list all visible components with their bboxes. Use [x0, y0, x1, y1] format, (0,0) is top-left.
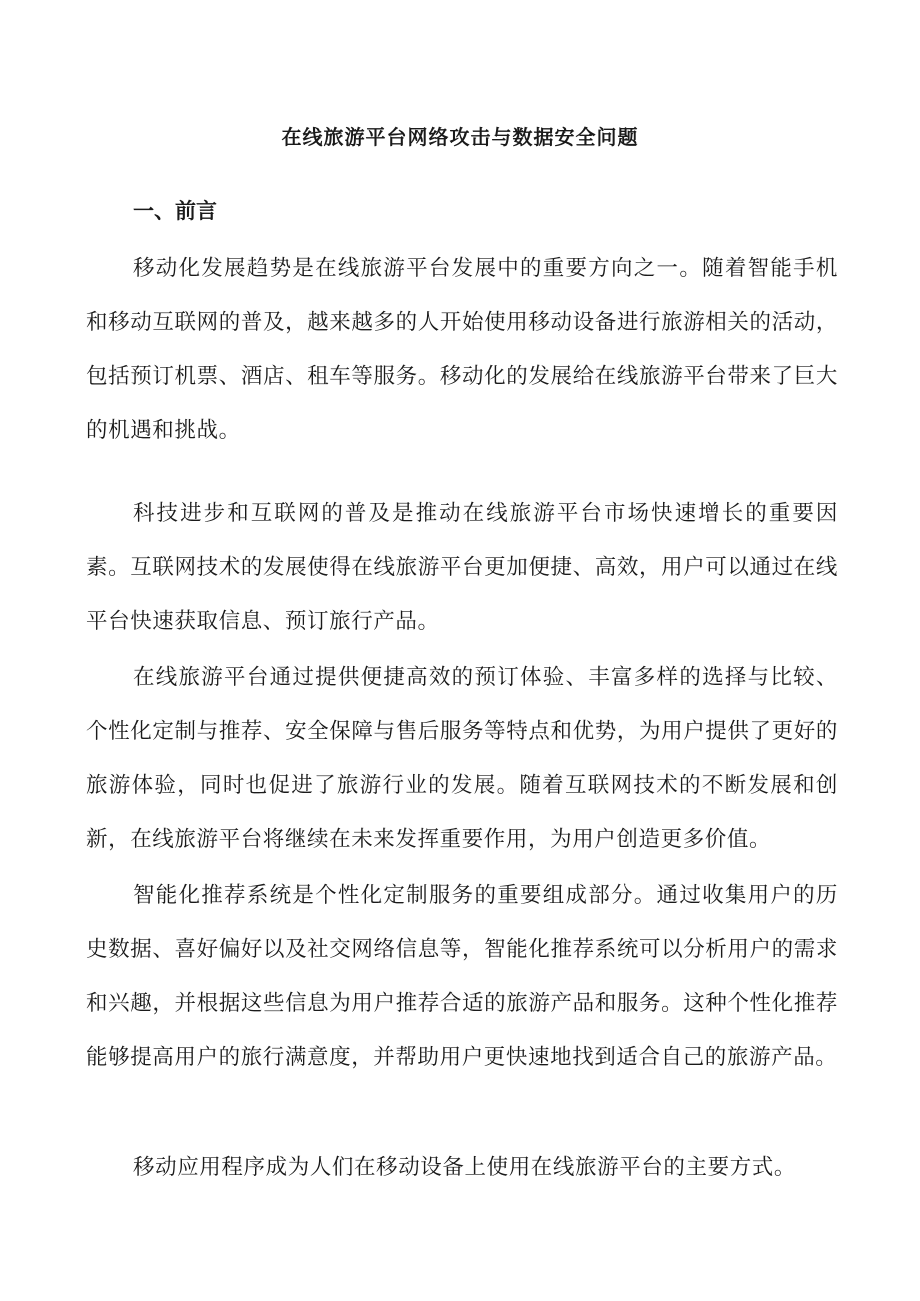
paragraph: 科技进步和互联网的普及是推动在线旅游平台市场快速增长的重要因素。互联网技术的发展使得在线旅游平台更加便捷、高效，用户可以通过在线平台快速获取信息、预订旅行产品。: [86, 501, 838, 634]
paragraph: 智能化推荐系统是个性化定制服务的重要组成部分。通过收集用户的历史数据、喜好偏好以及社交网络信息等，智能化推荐系统可以分析用户的需求和兴趣，并根据这些信息为用户推荐合适的旅游产品和服务。这种个性化推荐能够提高用户的旅行满意度，并帮助用户更快速地找到适合自己的旅游产品。: [86, 883, 838, 1070]
paragraph: 在线旅游平台通过提供便捷高效的预订体验、丰富多样的选择与比较、个性化定制与推荐、安全保障与售后服务等特点和优势，为用户提供了更好的旅游体验，同时也促进了旅游行业的发展。随着互联网技术的不断发展和创新，在线旅游平台将继续在未来发挥重要作用，为用户创造更多价值。: [86, 665, 838, 852]
section-heading: 一、前言: [133, 199, 217, 223]
paragraph: 移动应用程序成为人们在移动设备上使用在线旅游平台的主要方式。: [133, 1155, 797, 1180]
document-title: 在线旅游平台网络攻击与数据安全问题: [281, 125, 639, 149]
paragraph: 移动化发展趋势是在线旅游平台发展中的重要方向之一。随着智能手机和移动互联网的普及，越来越多的人开始使用移动设备进行旅游相关的活动，包括预订机票、酒店、租车等服务。移动化的发展给在线旅游平台带来了巨大的机遇和挑战。: [86, 256, 838, 443]
